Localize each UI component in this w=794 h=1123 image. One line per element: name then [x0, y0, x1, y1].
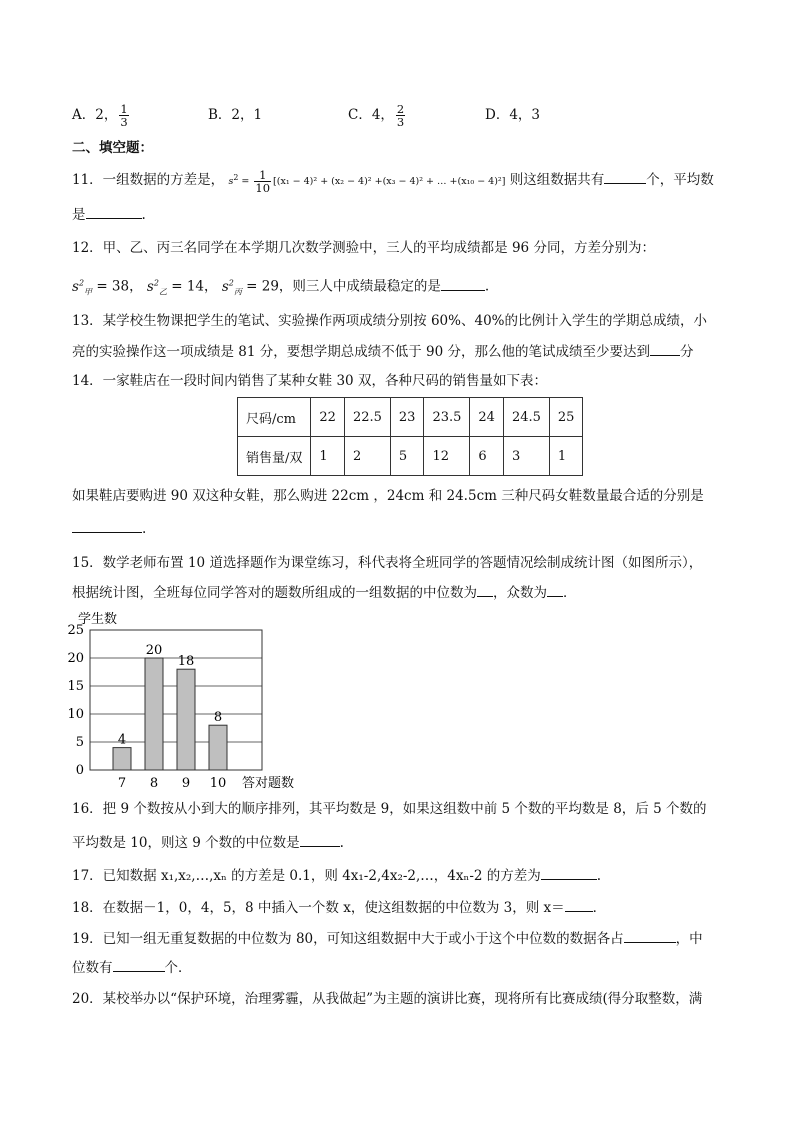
q15-line2c: ． — [563, 585, 577, 601]
q19-line2: 位数有 — [72, 960, 113, 976]
table-cell: 24.5 — [503, 398, 549, 437]
data-label: 4 — [117, 732, 127, 748]
table-cell: 23.5 — [424, 398, 470, 437]
question-12-line-1: 12．甲、乙、丙三名同学在本学期几次数学测验中，三人的平均成绩都是 96 分同，方差分别为： — [72, 240, 655, 256]
q11-text3: 个，平均数 — [646, 172, 714, 189]
variance-jia-value: = 38， — [96, 278, 143, 295]
q19-line2-end: 个． — [164, 960, 192, 976]
q13-line2: 亮的实验操作这一项成绩是 81 分，要想学期总成绩不低于 90 分，那么他的笔试成绩至少要达到 — [72, 344, 651, 360]
q10-option-a-fraction — [119, 103, 128, 128]
table-cell: 1 — [311, 437, 345, 476]
data-label: 18 — [177, 654, 195, 670]
variance-bing-value: = 29，则三人中成绩最稳定的是 — [246, 278, 441, 295]
question-15-line-1: 15．数学老师布置 10 道选择题作为课堂练习，科代表将全班同学的答题情况绘制成统计图（如图所示）， — [72, 555, 703, 571]
answer-blank[interactable] — [113, 957, 165, 972]
q10-option-c-fraction — [396, 103, 405, 128]
table-cell: 12 — [424, 437, 470, 476]
data-label: 8 — [213, 710, 223, 726]
q11-text1: 11．一组数据的方差是， — [72, 172, 225, 189]
fraction-denominator: 10 — [255, 181, 271, 196]
table-cell: 25 — [549, 398, 583, 437]
q14-line3-end: . — [142, 521, 147, 537]
q16-line2-end: . — [339, 835, 344, 851]
question-19-line-2 — [72, 957, 192, 978]
formula-body: [(x₁ − 4)² + (x₂ − 4)² +(x₃ − 4)² + … +(x₁₀ − 4)²] — [273, 176, 506, 188]
q12-end: . — [484, 278, 490, 295]
bar — [177, 669, 195, 770]
variance-bing: $s^2_丙$ — [221, 278, 242, 297]
fraction-numerator: 1 — [254, 169, 271, 182]
question-13-line-2 — [72, 341, 694, 362]
bar — [209, 725, 227, 770]
q19-line1-end: ，中 — [675, 931, 703, 947]
q13-line2-end: 分 — [680, 344, 694, 360]
table-header-cell: 销售量/双 — [238, 437, 311, 476]
table-cell: 6 — [470, 437, 504, 476]
formula-fraction — [254, 169, 271, 194]
question-13-line-1: 13．某学校生物课把学生的笔试、实验操作两项成绩分别按 60%、40%的比例计入学生的学期总成绩，小 — [72, 313, 707, 329]
question-11-line-2 — [72, 204, 146, 225]
fraction-denominator: 3 — [120, 115, 128, 129]
q11-text5: . — [141, 207, 146, 223]
question-17 — [72, 865, 601, 886]
section-title: 二、填空题： — [72, 140, 153, 156]
table-cell: 2 — [344, 437, 390, 476]
question-16-line-2 — [72, 832, 344, 853]
bar-chart — [60, 605, 320, 795]
y-tick-label: 20 — [67, 651, 84, 666]
answer-blank[interactable] — [604, 169, 646, 184]
formula-lhs: s — [228, 176, 234, 188]
q10-option-b: B．2，1 — [208, 107, 263, 123]
q17-end: . — [596, 868, 602, 884]
fraction-denominator: 3 — [396, 115, 405, 129]
variance-yi-value: = 14， — [171, 278, 218, 295]
x-tick-label: 9 — [181, 776, 191, 791]
question-18 — [72, 897, 606, 918]
table-cell: 22 — [311, 398, 345, 437]
x-tick-label: 10 — [209, 776, 227, 791]
data-label: 20 — [145, 643, 163, 658]
y-axis-label: 学生数 — [78, 612, 118, 627]
answer-blank[interactable] — [477, 582, 493, 597]
fraction-numerator: 1 — [120, 102, 128, 116]
variance-formula: $s^2$ = $\frac{1}{10}$ [(x₁ − 4)² + (x₂ − 4)² +(x₃ − 4)² + … +(x₁₀ − 4)²] — [228, 168, 506, 196]
table-cell: 3 — [503, 437, 549, 476]
table-cell: 24 — [470, 398, 504, 437]
question-12-line-2 — [72, 273, 489, 302]
variance-subscript: 丙 — [233, 287, 242, 297]
answer-blank[interactable] — [300, 832, 340, 847]
variance-subscript: 乙 — [158, 287, 167, 297]
y-tick-label: 5 — [75, 735, 84, 750]
q16-line2: 平均数是 10，则这 9 个数的中位数是 — [72, 835, 300, 851]
x-axis-label: 答对题数 — [242, 776, 295, 791]
question-16-line-1: 16．把 9 个数按从小到大的顺序排列，其平均数是 9，如果这组数中前 5 个数的平均数是 8，后 5 个数的 — [72, 801, 707, 817]
table-cell: 22.5 — [344, 398, 390, 437]
answer-blank[interactable] — [565, 897, 593, 912]
answer-blank[interactable] — [72, 518, 142, 533]
question-19-line-1 — [72, 928, 703, 949]
table-cell: 23 — [390, 398, 424, 437]
q10-option-c-prefix: C．4， — [348, 107, 394, 123]
answer-blank[interactable] — [441, 276, 485, 291]
answer-blank[interactable] — [650, 341, 680, 356]
q10-option-d: D．4，3 — [485, 107, 541, 123]
variance-subscript: 甲 — [84, 287, 93, 297]
question-20-line-1: 20．某校举办以“保护环境，治理雾霾，从我做起”为主题的演讲比赛，现将所有比赛成绩(得分取整数，满 — [72, 991, 703, 1007]
y-tick-label: 10 — [67, 707, 84, 722]
q10-option-a-prefix: A．2， — [72, 107, 118, 123]
q18-end: ． — [592, 900, 607, 916]
q10-option-c — [348, 100, 407, 130]
table-header-cell: 尺码/cm — [238, 398, 311, 437]
question-15-line-2 — [72, 582, 577, 603]
table-row — [238, 437, 583, 476]
answer-blank[interactable] — [541, 865, 597, 880]
q17-text: 17．已知数据 x₁,x₂,…,xₙ 的方差是 0.1，则 4x₁-2,4x₂-2,…，4xₙ-2 的方差为 — [72, 868, 541, 884]
table-cell: 1 — [549, 437, 583, 476]
table-cell: 5 — [390, 437, 424, 476]
bar — [113, 748, 131, 770]
q11-text4: 是 — [72, 207, 86, 223]
q15-line2b: ，众数为 — [493, 585, 547, 601]
y-tick-label: 25 — [67, 623, 84, 638]
q15-line2a: 根据统计图，全班每位同学答对的题数所组成的一组数据的中位数为 — [72, 585, 477, 601]
table-row — [238, 398, 583, 437]
question-14-line-3 — [72, 518, 146, 539]
y-tick-label: 0 — [75, 763, 84, 778]
question-14-line-2: 如果鞋店要购进 90 双这种女鞋，那么购进 22cm ，24cm 和 24.5cm 三种尺码女鞋数量最合适的分别是 — [72, 488, 704, 504]
shoe-size-table — [237, 397, 583, 476]
bar — [145, 658, 163, 770]
y-tick-label: 15 — [67, 679, 84, 694]
x-tick-label: 7 — [117, 776, 127, 791]
answer-blank[interactable] — [624, 928, 676, 943]
q11-text2: 则这组数据共有 — [509, 172, 605, 189]
fraction-numerator: 2 — [396, 102, 405, 116]
answer-blank[interactable] — [547, 582, 563, 597]
question-14-line-1: 14．一家鞋店在一段时间内销售了某种女鞋 30 双，各种尺码的销售量如下表： — [72, 373, 547, 389]
answer-blank[interactable] — [86, 204, 142, 219]
question-11-line-1 — [72, 168, 714, 194]
x-tick-label: 8 — [149, 776, 159, 791]
variance-jia: $s^2_甲$ — [72, 278, 93, 297]
q18-text: 18．在数据－1，0，4，5，8 中插入一个数 x，使这组数据的中位数为 3，则 x＝ — [72, 900, 565, 916]
q10-option-a — [72, 100, 131, 130]
variance-yi: $s^2_乙$ — [146, 278, 167, 297]
q19-line1: 19．已知一组无重复数据的中位数为 80，可知这组数据中大于或小于这个中位数的数据各占 — [72, 931, 624, 947]
